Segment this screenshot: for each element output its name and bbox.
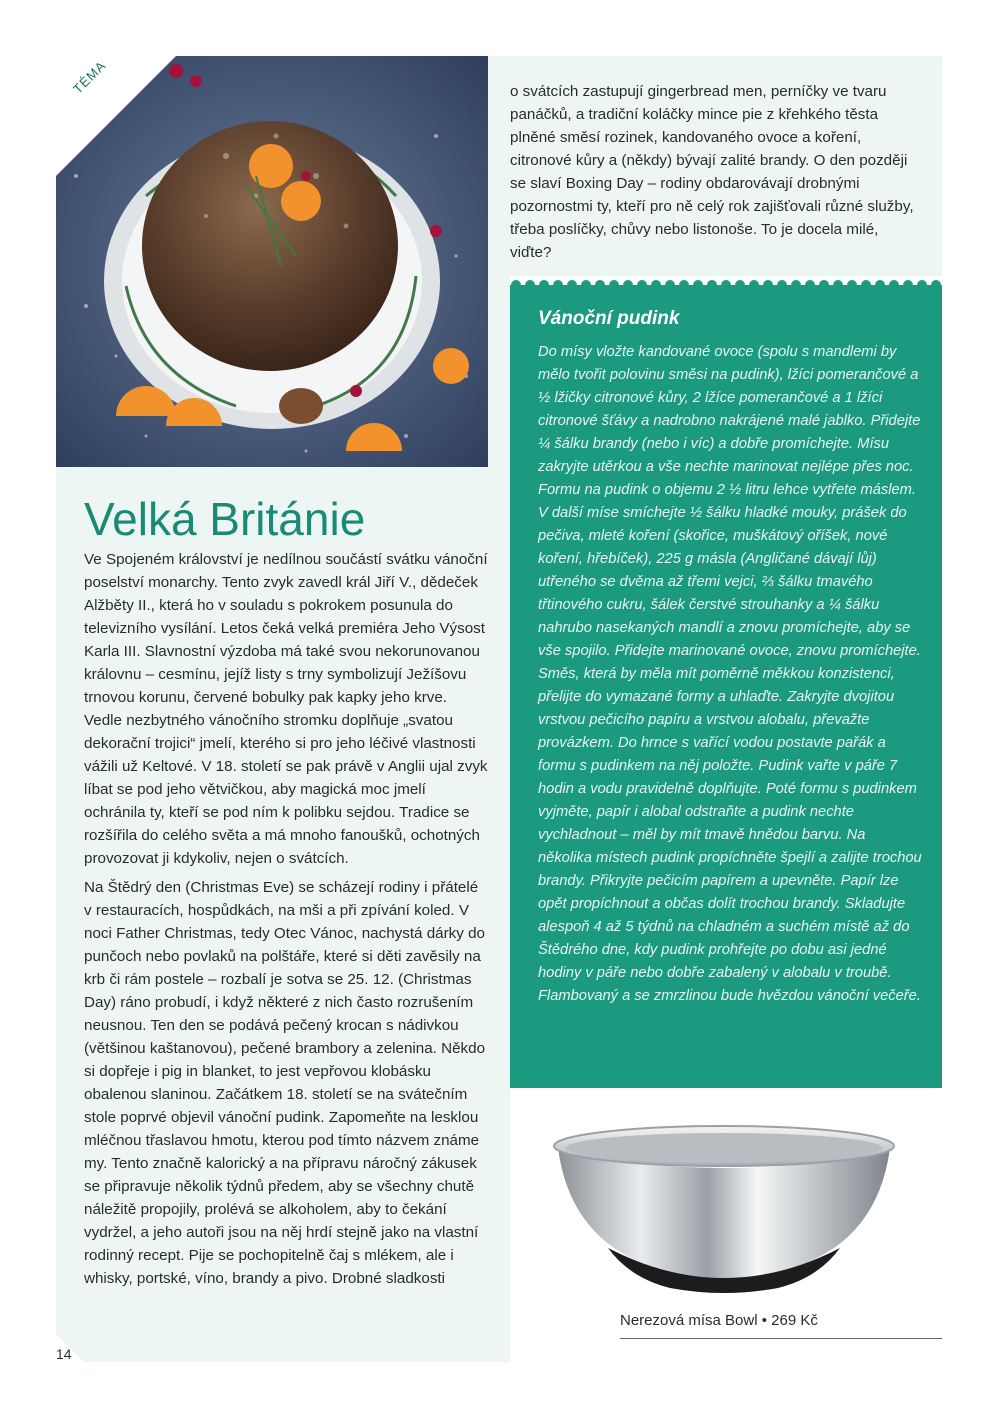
article-body-right: o svátcích zastupují gingerbread men, perníčky ve tvaru panáčků, a tradiční koláčky mince pie z křehkého těsta plněné směsí rozinek, kandovaného ovoce a koření, citronové kůry a (někdy) bývají zalité brandy. O den později se slaví Boxing Day – rodiny obdarovávají drobnými pozornostmi ty, kteří pro ně celý rok zajišťovali různé služby, třeba poslíčky, chůvy nebo listonoše. To je docela milé, viďte? xyxy=(510,83,914,261)
article-paragraph: Na Štědrý den (Christmas Eve) se scházejí rodiny i přátelé v restauracích, hospůdkách, na mši a při zpívání koled. V noci Father Christmas, tedy Otec Vánoc, nachystá dárky do punčoch nebo povlaků na polštáře, které si děti zavěsily na krb či rám postele – rozbalí je sotva se 25. 12. (Christmas Day) ráno probudí, i když některé z nich často rozrušením neusnou. Ten den se podává pečený krocan s nádivkou (většinou kaštanovou), pečené brambory a zelenina. Někdo si dopřeje i pig in blanket, to jest vepřovou klobásku obalenou slaninou. Začátkem 18. století se na svátečním stole poprvé objevil vánoční pudink. Zapomeňte na lesklou mléčnou třaslavou hmotu, kterou pod tímto názvem známe my. Tento značně kalorický a na přípravu náročný zákusek se připravuje několik týdnů předem, aby se všechny chutě náležitě propojily, prolévá se alkoholem, aby to čekání vydržel, a jeho autoři jsou na něj hrdí stejně jako na vlastní rodinný recept. Pije se pochopitelně čaj s mlékem, ale i whisky, portské, víno, brandy a pivo. Drobné sladkosti xyxy=(84,879,486,1287)
article-body-left xyxy=(84,548,488,1296)
tema-corner xyxy=(56,56,176,176)
caption-divider xyxy=(620,1338,942,1339)
article-title: Velká Británie xyxy=(84,493,366,545)
recipe-box-scalloped-edge xyxy=(510,279,942,291)
product-caption: Nerezová mísa Bowl • 269 Kč xyxy=(620,1312,818,1329)
recipe-title: Vánoční pudink xyxy=(538,308,680,329)
page-number: 14 xyxy=(56,1346,72,1362)
section-tag: TÉMA xyxy=(70,57,109,97)
article-paragraph: Ve Spojeném království je nedílnou součástí svátku vánoční poselství monarchy. Tento zvyk zavedl král Jiří V., dědeček Alžběty II., která ho v souladu s pokrokem posunula do televizního vysílání. Letos čeká velká premiéra Jeho Výsost Karla III. Slavnostní výzdoba má také svou nekorunovanou královnu – cesmínu, jejíž listy s trny symbolizují Ježíšovu trnovou korunu, červené bobulky pak kapky jeho krve. Vedle nezbytného vánočního stromku doplňuje „svatou dekorační trojici“ jmelí, kterého si pro jeho léčivé vlastnosti vážili už Keltové. V 18. století se pak právě v Anglii ujal zvyk líbat se pod jeho větvičkou, aby magická moc jmelí ochránila ty, kteří se pod ním k polibku sejdou. Tradice se rozšířila do celého světa a má mnoho fanoušků, ochotných provozovat ji kdykoliv, nejen o svátcích. xyxy=(84,551,488,867)
recipe-text: Do mísy vložte kandované ovoce (spolu s mandlemi by mělo tvořit polovinu směsi na pudink), lžíci pomerančové a ½ lžičky citronové kůry, 2 lžíce pomerančové a 1 lžíci citronové šťávy a nadrobno nakrájené malé jablko. Přidejte ¼ šálku brandy (nebo i víc) a dobře promíchejte. Mísu zakryjte utěrkou a vše nechte marinovat nejlépe přes noc. Formu na pudink o objemu 2 ½ litru lehce vytřete máslem. V další míse smíchejte ½ šálku hladké mouky, prášek do pečiva, mleté koření (skořice, muškátový oříšek, nové koření, hřebíček), 225 g másla (Angličané dávají lůj) utřeného se dvěma až třemi vejci, ⅔ šálku tmavého třtinového cukru, šálek čerstvé strouhanky a ¼ šálku nahrubo nasekaných mandlí a znovu promíchejte, aby se vše spojilo. Přidejte marinované ovoce, znovu promíchejte. Směs, která by měla mít poměrně měkkou konzistenci, přelijte do vymazané formy a uhlaďte. Zakryjte dvojitou vrstvou pečicího papíru a vrstvou alobalu, převažte provázkem. Do hrnce s vařící vodou postavte pařák a formu s pudinkem na něj položte. Pudink vařte v páře 7 hodin a vodu pravidelně doplňujte. Poté formu s pudinkem vyjměte, papír i alobal odstraňte a pudink nechte vychladnout – měl by mít tmavě hnědou barvu. Na několika místech pudink propíchněte špejlí a zalijte trochou brandy. Přikryjte pečicím papírem a upevněte. Papír lze opět propíchnout a občas dolít trochou brandy. Skladujte alespoň 4 až 5 týdnů na chladném a suchém místě až do Štědrého dne, kdy pudink prohřejte po dobu asi jedné hodiny v páře nebo dobře zabalený v alobalu v troubě. Flambovaný a se zmrzlinou bude hvězdou vánoční večeře. xyxy=(538,344,922,1004)
stainless-bowl-image xyxy=(548,1118,900,1294)
